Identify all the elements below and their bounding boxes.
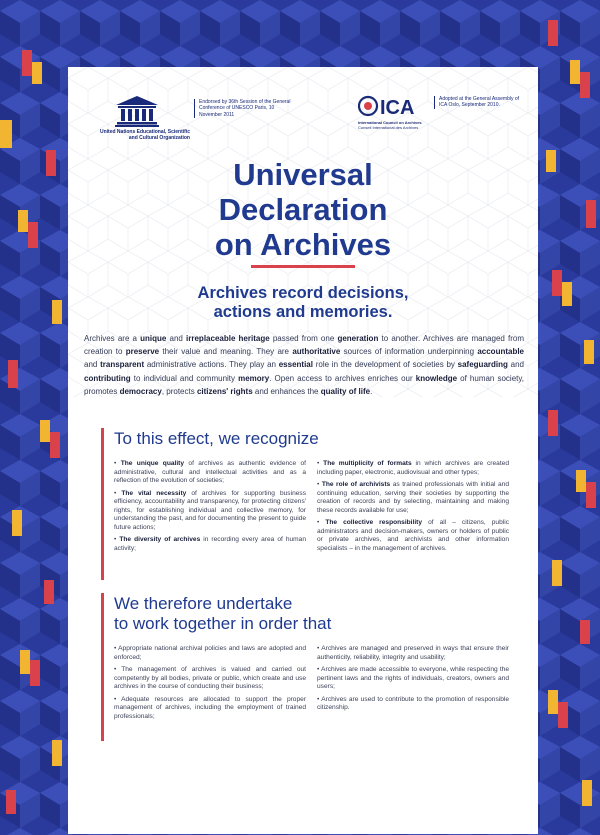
- list-item: • The collective responsibility of all – citizens, public administrators and decision-makers, owners or holders of public or private archives, and archivists and other information specialists – in the management of archives.: [317, 519, 509, 552]
- recognize-columns: [114, 460, 514, 590]
- ica-full-name: [358, 120, 434, 130]
- list-item: • Archives are managed and preserved in ways that ensure their authenticity, reliability, integrity and usability;: [317, 645, 509, 661]
- list-item: • Appropriate national archival policies and laws are adopted and enforced;: [114, 645, 306, 661]
- unesco-temple-logo: [114, 95, 160, 127]
- ica-abbr: ICA: [380, 97, 415, 118]
- subtitle: [68, 284, 538, 322]
- subtitle-line-2: actions and memories.: [213, 303, 393, 321]
- list-item: • The diversity of archives in recording every area of human activity;: [114, 536, 306, 552]
- list-item: • The vital necessity of archives for supporting business efficiency, accountability and transparency, for protecting citizens' rights, for establishing individual and collective memory, for understanding the past, and for documenting the present to guide future actions;: [114, 489, 306, 531]
- ica-name: International Council on Archives: [358, 120, 422, 125]
- list-item: • Archives are used to contribute to the promotion of responsible citizenship.: [317, 695, 510, 711]
- title-divider: [251, 265, 355, 268]
- undertake-right-column: [317, 645, 509, 717]
- endorsed-note: Endorsed by 36th Session of the General Conference of UNESCO Paris, 10 November 2011: [194, 99, 291, 118]
- adopted-note: Adopted at the General Assembly of ICA Oslo, September 2010.: [434, 96, 525, 109]
- list-item: • Adequate resources are allocated to support the proper management of archives, including the employment of trained professionals;: [114, 695, 307, 720]
- undertake-heading-line-1: We therefore undertake: [114, 594, 293, 613]
- unesco-name: United Nations Educational, Scientific and Cultural Organization: [99, 129, 190, 141]
- title-line-1: Universal: [233, 157, 373, 192]
- list-item: • The management of archives is valued and carried out competently by all bodies, private or public, which create and use archives in the course of conducting their business;: [114, 666, 306, 690]
- list-item: • The unique quality of archives as authentic evidence of administrative, cultural and intellectual activities and as a reflection of the evolution of societies;: [114, 460, 307, 484]
- list-item: • The role of archivists as trained professionals with initial and continuing education, serving their societies by supporting the creation of records and by selecting, maintaining and making these records available for use;: [317, 481, 510, 514]
- recognize-accent-bar: [101, 428, 104, 580]
- title-line-2: Declaration: [218, 192, 388, 227]
- title-line-3: on Archives: [214, 227, 392, 262]
- subtitle-line-1: Archives record decisions,: [197, 284, 409, 302]
- undertake-heading-line-2: to work together in order that: [114, 614, 332, 633]
- page-title: [68, 157, 538, 262]
- ica-logo: [358, 94, 428, 118]
- unesco-block: [98, 89, 291, 159]
- undertake-left-column: [114, 645, 306, 725]
- undertake-heading: [114, 594, 494, 634]
- recognize-left-column: [114, 460, 306, 557]
- ica-name-fr: Conseil International des Archives: [358, 125, 419, 130]
- recognize-right-column: [317, 460, 509, 557]
- list-item: • Archives are made accessible to everyone, while respecting the pertinent laws and the rights of individuals, creators, owners and users;: [317, 666, 509, 690]
- undertake-accent-bar: [101, 593, 104, 741]
- list-item: • The multiplicity of formats in which archives are created including paper, electronic, audiovisual and other types;: [317, 460, 510, 476]
- ica-block: [358, 92, 528, 142]
- recognize-heading: To this effect, we recognize: [114, 429, 319, 448]
- undertake-columns: [114, 645, 514, 755]
- intro-paragraph: Archives are a unique and irreplaceable heritage passed from one generation to another. Archives are managed from creation to preserve their value and meaning. They are authoritative sources of information underpinning accountable and transparent administrative actions. They play an essential role in the development of societies by safeguarding and contributing to individual and community memory. Open access to archives enriches our knowledge of human society, promotes democracy, protects citizens' rights and enhances the quality of life.: [84, 334, 525, 396]
- declaration-card: [68, 67, 538, 834]
